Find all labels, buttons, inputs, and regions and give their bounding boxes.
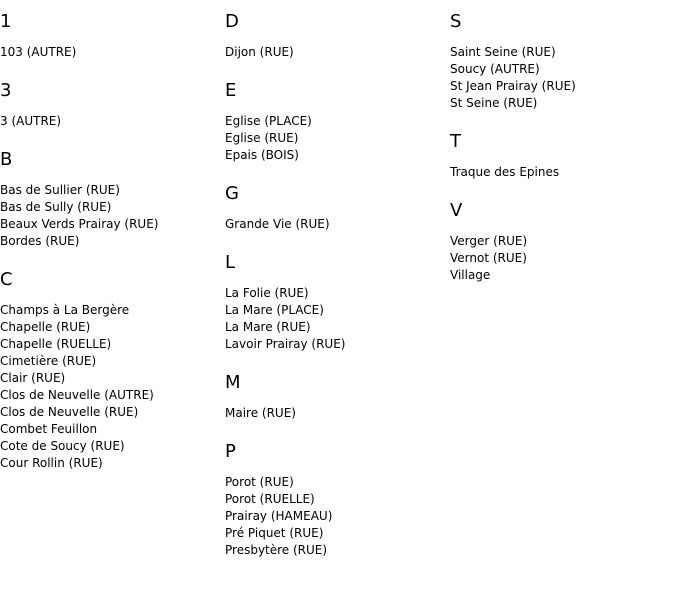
street-link[interactable]: Soucy (AUTRE) (450, 62, 540, 76)
street-link[interactable]: Lavoir Prairay (RUE) (225, 337, 346, 351)
street-list (450, 164, 670, 181)
letter-heading: T (450, 131, 461, 152)
street-link[interactable]: St Seine (RUE) (450, 96, 538, 110)
list-item (0, 438, 220, 455)
list-item (450, 164, 670, 181)
list-item (0, 353, 220, 370)
list-item (450, 78, 670, 95)
street-link[interactable]: Traque des Epines (450, 165, 560, 179)
letter-group (0, 81, 220, 130)
list-item (0, 233, 220, 250)
list-item (225, 319, 445, 336)
street-link[interactable]: Bordes (RUE) (0, 234, 80, 248)
street-link[interactable]: Clos de Neuvelle (AUTRE) (0, 388, 154, 402)
list-item (225, 130, 445, 147)
letter-group (0, 270, 220, 472)
list-item (0, 216, 220, 233)
list-item (225, 113, 445, 130)
street-link[interactable]: St Jean Prairay (RUE) (450, 79, 576, 93)
street-link[interactable]: Dijon (RUE) (225, 45, 294, 59)
list-item (450, 95, 670, 112)
street-link[interactable]: Porot (RUELLE) (225, 492, 315, 506)
street-list (450, 233, 670, 284)
street-list (450, 44, 670, 112)
letter-group (225, 12, 445, 61)
list-item (0, 370, 220, 387)
street-link[interactable]: 103 (AUTRE) (0, 45, 77, 59)
street-link[interactable]: La Mare (RUE) (225, 320, 311, 334)
letter-group (0, 12, 220, 61)
list-item (450, 61, 670, 78)
list-item (225, 525, 445, 542)
list-item (0, 455, 220, 472)
letter-group (0, 150, 220, 250)
street-link[interactable]: Grande Vie (RUE) (225, 217, 330, 231)
street-list (225, 285, 445, 353)
letter-heading: P (225, 441, 236, 462)
list-item (450, 44, 670, 61)
street-link[interactable]: Beaux Verds Prairay (RUE) (0, 217, 159, 231)
street-link[interactable]: Village (450, 268, 491, 282)
street-list (225, 405, 445, 422)
letter-heading: V (450, 200, 463, 221)
list-item (225, 405, 445, 422)
list-item (225, 285, 445, 302)
street-link[interactable]: Champs à La Bergère (0, 303, 130, 317)
list-item (450, 233, 670, 250)
street-link[interactable]: Combet Feuillon (0, 422, 98, 436)
list-item (0, 302, 220, 319)
letter-heading: G (225, 183, 239, 204)
letter-heading: 3 (0, 80, 12, 101)
list-item (225, 44, 445, 61)
street-link[interactable]: La Folie (RUE) (225, 286, 309, 300)
list-item (0, 336, 220, 353)
index-column (225, 12, 445, 579)
street-link[interactable]: Verger (RUE) (450, 234, 528, 248)
street-link[interactable]: Eglise (PLACE) (225, 114, 312, 128)
street-link[interactable]: La Mare (PLACE) (225, 303, 324, 317)
letter-heading: C (0, 269, 13, 290)
street-link[interactable]: Bas de Sullier (RUE) (0, 183, 120, 197)
list-item (225, 474, 445, 491)
letter-group (225, 253, 445, 353)
street-list (225, 44, 445, 61)
letter-group (450, 201, 670, 284)
street-link[interactable]: Epais (BOIS) (225, 148, 299, 162)
letter-heading: 1 (0, 11, 12, 32)
list-item (0, 113, 220, 130)
letter-group (225, 184, 445, 233)
street-list (225, 113, 445, 164)
index-column (450, 12, 670, 304)
letter-heading: M (225, 372, 241, 393)
street-link[interactable]: Porot (RUE) (225, 475, 294, 489)
list-item (225, 336, 445, 353)
street-link[interactable]: Cote de Soucy (RUE) (0, 439, 125, 453)
street-link[interactable]: Clos de Neuvelle (RUE) (0, 405, 139, 419)
letter-group (450, 132, 670, 181)
street-link[interactable]: Maire (RUE) (225, 406, 296, 420)
letter-group (450, 12, 670, 112)
letter-heading: D (225, 11, 239, 32)
street-link[interactable]: Eglise (RUE) (225, 131, 299, 145)
street-link[interactable]: Presbytère (RUE) (225, 543, 328, 557)
letter-heading: B (0, 149, 13, 170)
letter-group (225, 81, 445, 164)
street-link[interactable]: Bas de Sully (RUE) (0, 200, 112, 214)
street-list (0, 113, 220, 130)
street-list (225, 474, 445, 559)
street-link[interactable]: Saint Seine (RUE) (450, 45, 556, 59)
list-item (0, 404, 220, 421)
letter-group (225, 373, 445, 422)
list-item (225, 147, 445, 164)
list-item (225, 508, 445, 525)
street-list (0, 182, 220, 250)
street-link[interactable]: Chapelle (RUELLE) (0, 337, 112, 351)
list-item (0, 182, 220, 199)
list-item (225, 216, 445, 233)
list-item (225, 542, 445, 559)
street-link[interactable]: Pré Piquet (RUE) (225, 526, 324, 540)
street-link[interactable]: Chapelle (RUE) (0, 320, 91, 334)
list-item (0, 319, 220, 336)
list-item (0, 421, 220, 438)
street-link[interactable]: Prairay (HAMEAU) (225, 509, 333, 523)
street-link[interactable]: Clair (RUE) (0, 371, 66, 385)
list-item (450, 267, 670, 284)
letter-heading: L (225, 252, 236, 273)
list-item (225, 491, 445, 508)
list-item (225, 302, 445, 319)
street-list (225, 216, 445, 233)
letter-group (225, 442, 445, 559)
street-link[interactable]: 3 (AUTRE) (0, 114, 62, 128)
list-item (0, 387, 220, 404)
letter-heading: S (450, 11, 462, 32)
list-item (450, 250, 670, 267)
index-column (0, 12, 220, 492)
list-item (0, 44, 220, 61)
street-list (0, 44, 220, 61)
letter-heading: E (225, 80, 237, 101)
list-item (0, 199, 220, 216)
street-link[interactable]: Cour Rollin (RUE) (0, 456, 103, 470)
street-link[interactable]: Vernot (RUE) (450, 251, 527, 265)
street-link[interactable]: Cimetière (RUE) (0, 354, 97, 368)
street-list (0, 302, 220, 472)
